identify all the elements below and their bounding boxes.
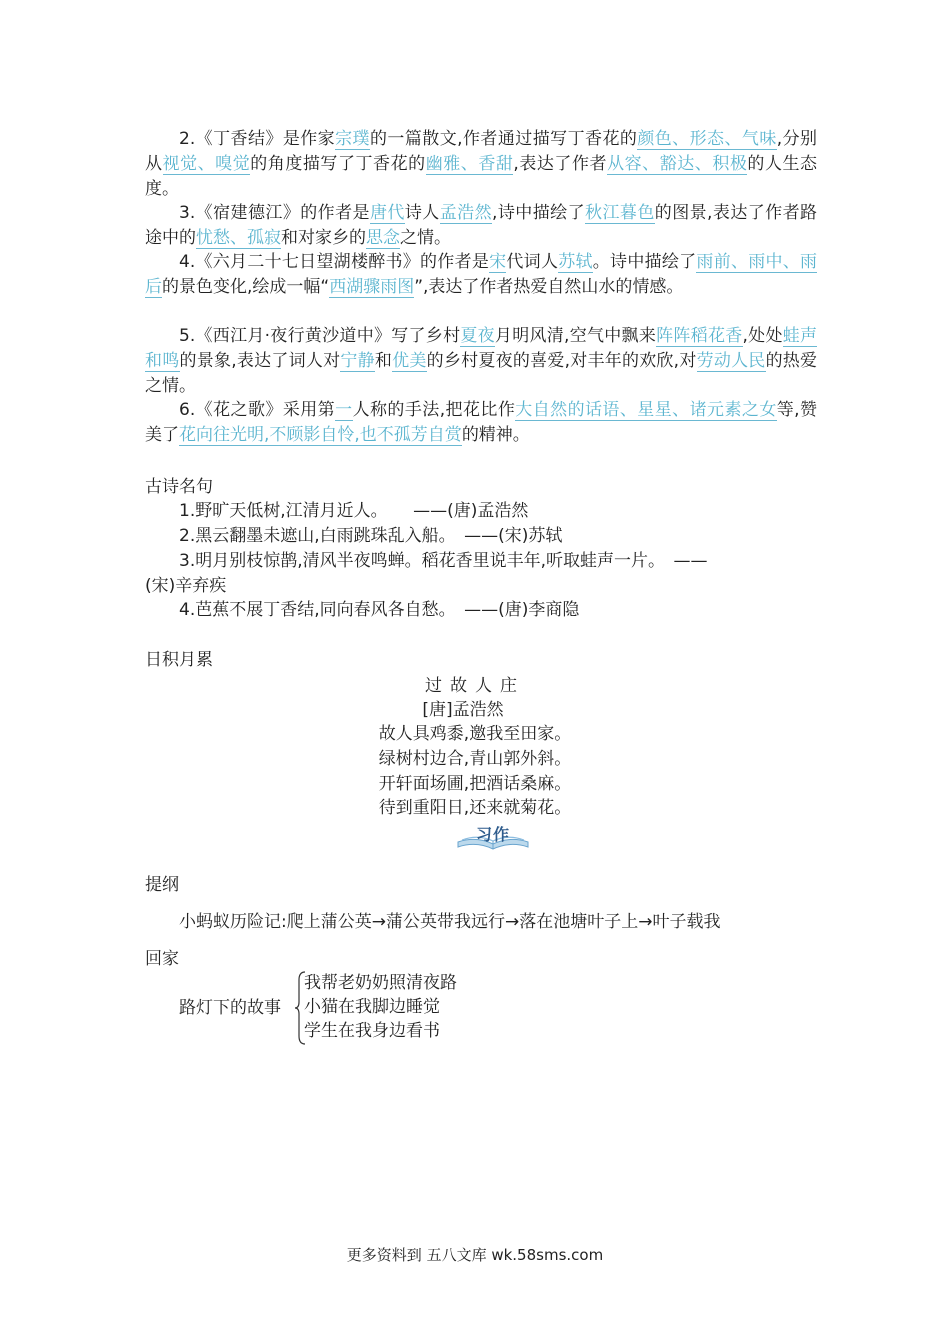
question-item-5 [145, 324, 817, 399]
poem-line-4: 待到重阳日,还来就菊花。 [378, 798, 572, 818]
item-text: 的热爱之情。 [145, 351, 818, 396]
item-text: 的景象,表达了词人对 [179, 351, 341, 371]
question-item-4 [145, 250, 817, 300]
question-item-3 [145, 201, 817, 251]
item-text: 代词人 [506, 252, 559, 272]
writing-badge-label: 习作 [475, 825, 510, 844]
story-item-3: 学生在我身边看书 [304, 1021, 440, 1041]
answer-blank: 秋江暮色 [585, 203, 655, 223]
famous-line-3-source: (宋)辛弃疾 [145, 576, 227, 596]
item-text: 。诗中描绘了 [592, 252, 697, 272]
item-text: ,诗中描绘了 [492, 203, 586, 223]
famous-line-4: 4.芭蕉不展丁香结,同向春风各自愁。 ——(唐)李商隐 [179, 600, 580, 620]
item-text: 《丁香结》是作家 [195, 129, 336, 149]
item-text: 的精神。 [461, 425, 530, 445]
answer-blank: 西湖骤雨图 [329, 277, 415, 297]
item-text: 的乡村夏夜的喜爱,对丰年的欢欣,对 [426, 351, 697, 371]
answer-blank: 大自然的话语、星星、诸元素之女 [515, 400, 777, 420]
writing-section-badge [452, 820, 534, 852]
item-text: ,分别从 [145, 129, 818, 174]
item-text: 的一篇散文,作者通过描写丁香花的 [370, 129, 638, 149]
question-item-2 [145, 127, 817, 202]
item-text: 《花之歌》采用第 [195, 400, 336, 420]
item-number: 6. [179, 400, 196, 420]
item-number: 3. [179, 203, 196, 223]
daily-heading: 日积月累 [145, 650, 213, 670]
answer-blank: 夏夜 [460, 326, 495, 346]
answer-blank: 优美 [392, 351, 427, 371]
answer-blank: 花向往光明,不顾影自怜,也不孤芳自赏 [179, 425, 462, 445]
answer-blank: 视觉、嗅觉 [162, 154, 251, 174]
answer-blank: 唐代 [369, 203, 405, 223]
poem-line-2: 绿树村边合,青山郭外斜。 [378, 749, 572, 769]
item-number: 5. [179, 326, 196, 346]
famous-line-1: 1.野旷天低树,江清月近人。 ——(唐)孟浩然 [179, 501, 529, 521]
item-text: 人称的手法,把花比作 [352, 400, 516, 420]
answer-blank: 苏轼 [558, 252, 593, 272]
item-number: 4. [179, 252, 196, 272]
item-text: ,表达了作者 [513, 154, 608, 174]
poem-author: [唐]孟浩然 [422, 700, 504, 720]
story-item-1: 我帮老奶奶照清夜路 [304, 973, 457, 993]
item-text: 的景色变化,绘成一幅“ [162, 277, 330, 297]
item-text: ”,表达了作者热爱自然山水的情感。 [414, 277, 684, 297]
item-text: ,处处 [742, 326, 783, 346]
story-title: 路灯下的故事 [179, 998, 281, 1018]
answer-blank: 一 [335, 400, 353, 420]
footer-text: 更多资料到 五八文库 wk.58sms.com [346, 1246, 604, 1264]
answer-blank: 宋 [489, 252, 507, 272]
outline-line-1-continued: 回家 [145, 949, 179, 969]
item-text: 的角度描写了丁香花的 [250, 154, 426, 174]
item-text: 诗人 [404, 203, 440, 223]
answer-blank: 从容、豁达、积极 [607, 154, 748, 174]
item-text: 的图景,表达了作者路途中的 [145, 203, 818, 248]
answer-blank: 雨前、雨中、雨后 [145, 252, 818, 297]
answer-blank: 忧愁、孤寂 [196, 228, 281, 248]
answer-blank: 阵阵稻花香 [656, 326, 743, 346]
answer-blank: 宁静 [340, 351, 375, 371]
answer-blank: 宗璞 [335, 129, 370, 149]
item-number: 2. [179, 129, 196, 149]
famous-lines-heading: 古诗名句 [145, 477, 213, 497]
answer-blank: 蛙声和鸣 [145, 326, 818, 371]
poem-title: 过故人庄 [425, 676, 525, 696]
item-text: 和对家乡的 [281, 228, 366, 248]
item-text: 月明风清,空气中飘来 [494, 326, 657, 346]
item-text: 《西江月·夜行黄沙道中》写了乡村 [195, 326, 461, 346]
answer-blank: 颜色、形态、气味 [637, 129, 777, 149]
answer-blank: 孟浩然 [439, 203, 493, 223]
item-text: 的人生态度。 [145, 154, 818, 199]
question-item-6 [145, 398, 817, 448]
famous-line-3: 3.明月别枝惊鹊,清风半夜鸣蝉。稻花香里说丰年,听取蛙声一片。 —— [179, 551, 708, 571]
story-item-2: 小猫在我脚边睡觉 [304, 997, 440, 1017]
poem-line-3: 开轩面场圃,把酒话桑麻。 [378, 774, 572, 794]
outline-heading: 提纲 [145, 875, 179, 895]
answer-blank: 劳动人民 [696, 351, 766, 371]
answer-blank: 幽雅、香甜 [425, 154, 514, 174]
item-text: 《宿建德江》的作者是 [195, 203, 370, 223]
item-text: 等,赞美了 [145, 400, 818, 445]
outline-line-1: 小蚂蚁历险记:爬上蒲公英→蒲公英带我远行→落在池塘叶子上→叶子载我 [179, 912, 721, 932]
item-text: 《六月二十七日望湖楼醉书》的作者是 [195, 252, 490, 272]
answer-blank: 思念 [366, 228, 400, 248]
item-text: 之情。 [400, 228, 451, 248]
item-text: 和 [374, 351, 393, 371]
famous-line-2: 2.黑云翻墨未遮山,白雨跳珠乱入船。 ——(宋)苏轼 [179, 526, 563, 546]
poem-line-1: 故人具鸡黍,邀我至田家。 [378, 724, 572, 744]
